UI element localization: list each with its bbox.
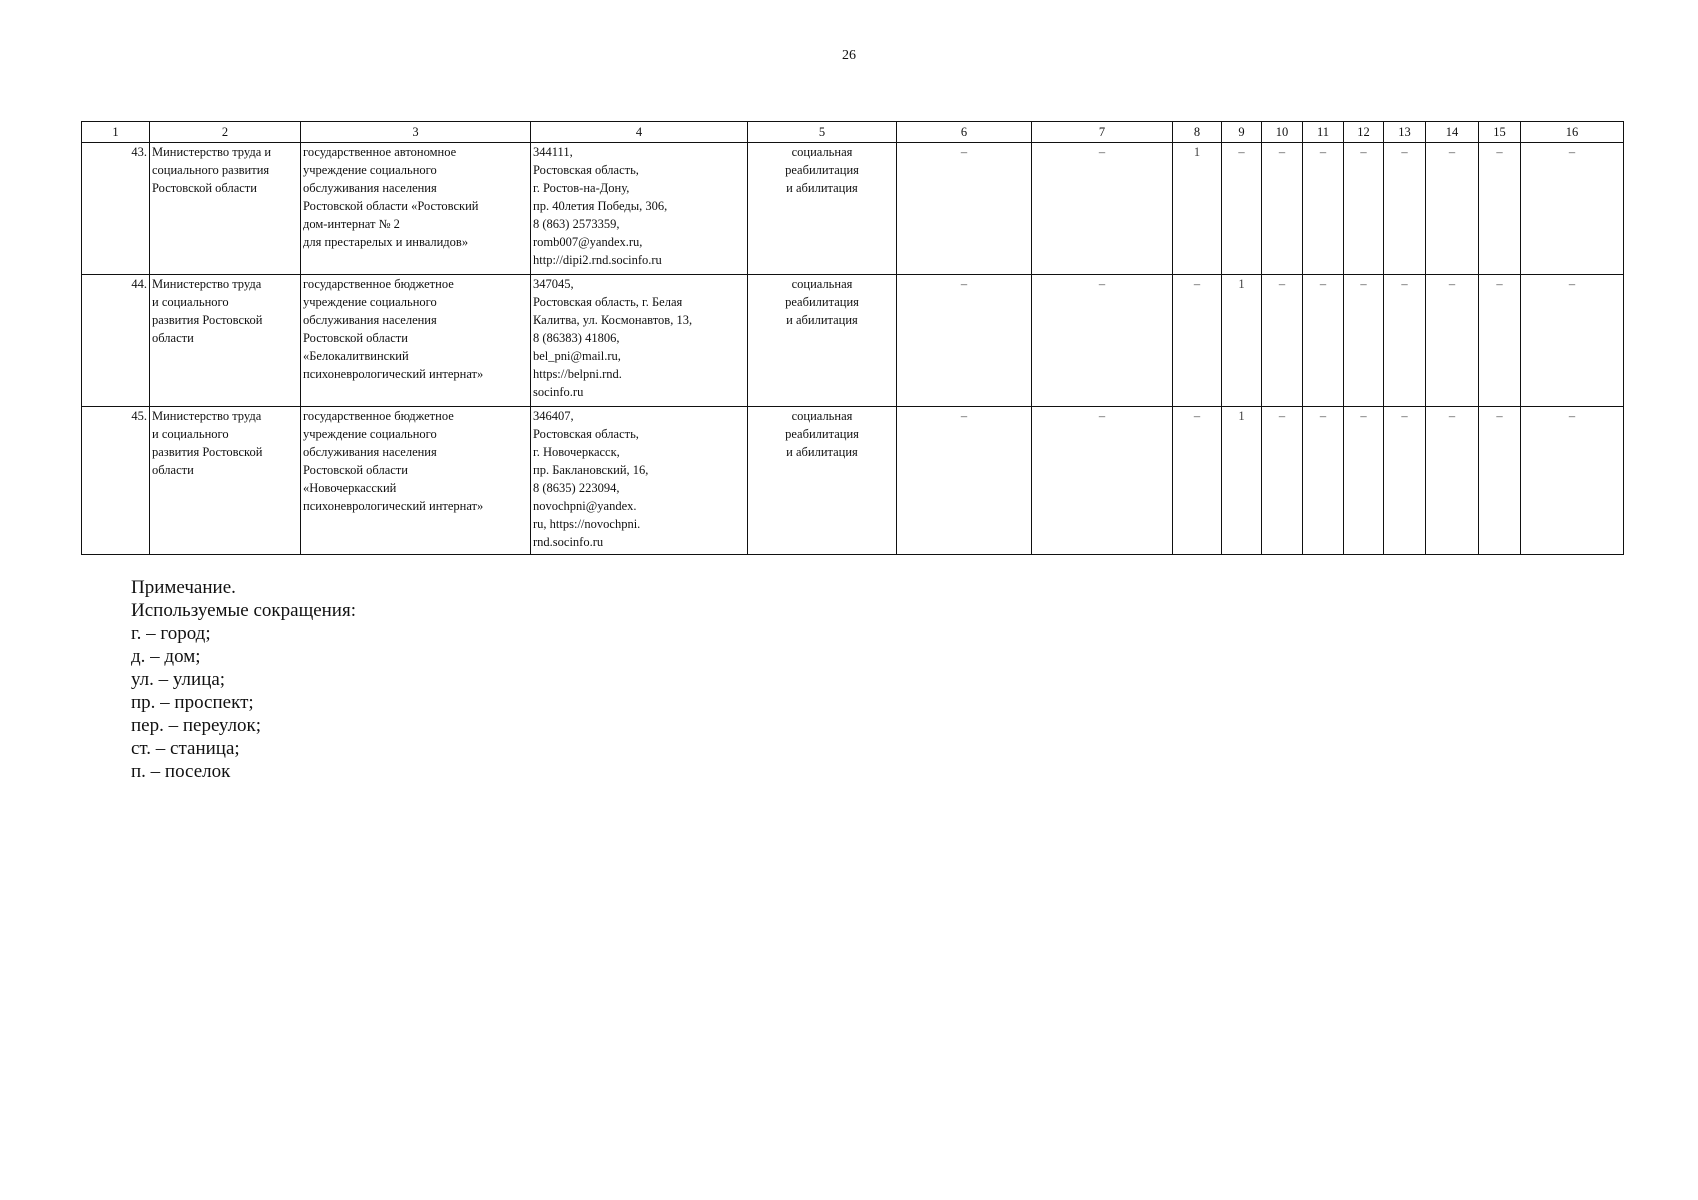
column-header: 4	[531, 122, 748, 143]
value-cell: –	[897, 143, 1032, 275]
value-cell: –	[1426, 275, 1479, 407]
note-subtitle: Используемые сокращения:	[131, 600, 356, 621]
address-cell: 347045, Ростовская область, г. Белая Калитва, ул. Космонавтов, 13, 8 (86383) 41806, bel_pni@mail.ru, https://belpni.rnd. socinfo.ru	[531, 275, 748, 407]
value-cell: –	[1173, 407, 1222, 555]
value-cell: –	[1426, 143, 1479, 275]
value-cell: –	[897, 407, 1032, 555]
institution-cell: государственное бюджетное учреждение социального обслуживания населения Ростовской области «Белокалитвинский психоневрологический интернат»	[301, 275, 531, 407]
ministry-cell: Министерство труда и социального развития Ростовской области	[150, 275, 301, 407]
value-cell: –	[1262, 275, 1303, 407]
column-header: 16	[1521, 122, 1624, 143]
column-header: 14	[1426, 122, 1479, 143]
row-number: 44.	[82, 275, 150, 407]
column-header: 6	[897, 122, 1032, 143]
value-cell: –	[1521, 407, 1624, 555]
institution-cell: государственное бюджетное учреждение социального обслуживания населения Ростовской области «Новочеркасский психоневрологический интернат»	[301, 407, 531, 555]
column-header: 8	[1173, 122, 1222, 143]
column-header: 13	[1384, 122, 1426, 143]
ministry-cell: Министерство труда и социального развития Ростовской области	[150, 143, 301, 275]
service-type-cell: социальная реабилитация и абилитация	[748, 275, 897, 407]
abbreviation-item: ст. – станица;	[131, 738, 240, 759]
row-number: 45.	[82, 407, 150, 555]
value-cell: –	[1303, 143, 1344, 275]
table-row	[82, 275, 1624, 407]
value-cell: –	[1521, 275, 1624, 407]
column-header: 9	[1222, 122, 1262, 143]
row-number: 43.	[82, 143, 150, 275]
note-title: Примечание.	[131, 577, 236, 598]
header-row	[82, 122, 1624, 143]
column-header: 1	[82, 122, 150, 143]
table-row	[82, 407, 1624, 555]
value-cell: –	[1384, 275, 1426, 407]
value-cell: –	[1521, 143, 1624, 275]
value-cell: –	[1222, 143, 1262, 275]
column-header: 2	[150, 122, 301, 143]
column-header: 12	[1344, 122, 1384, 143]
column-header: 11	[1303, 122, 1344, 143]
column-header: 10	[1262, 122, 1303, 143]
table-row	[82, 143, 1624, 275]
address-cell: 346407, Ростовская область, г. Новочеркасск, пр. Баклановский, 16, 8 (8635) 223094, novochpni@yandex. ru, https://novochpni. rnd.socinfo.ru	[531, 407, 748, 555]
value-cell: –	[897, 275, 1032, 407]
value-cell: –	[1032, 275, 1173, 407]
abbreviation-item: пер. – переулок;	[131, 715, 262, 736]
abbreviation-item: п. – поселок	[131, 761, 231, 782]
value-cell: 1	[1222, 407, 1262, 555]
abbreviations-note	[131, 576, 356, 783]
abbreviation-item: ул. – улица;	[131, 669, 226, 690]
value-cell: –	[1173, 275, 1222, 407]
value-cell: –	[1479, 407, 1521, 555]
institution-cell: государственное автономное учреждение социального обслуживания населения Ростовской области «Ростовский дом-интернат № 2 для престарелых и инвалидов»	[301, 143, 531, 275]
value-cell: –	[1303, 407, 1344, 555]
value-cell: –	[1426, 407, 1479, 555]
value-cell: –	[1262, 143, 1303, 275]
value-cell: 1	[1173, 143, 1222, 275]
service-type-cell: социальная реабилитация и абилитация	[748, 143, 897, 275]
abbreviation-item: д. – дом;	[131, 646, 201, 667]
value-cell: –	[1262, 407, 1303, 555]
ministry-cell: Министерство труда и социального развития Ростовской области	[150, 407, 301, 555]
institutions-table	[81, 121, 1624, 555]
value-cell: –	[1303, 275, 1344, 407]
value-cell: –	[1032, 143, 1173, 275]
column-header: 5	[748, 122, 897, 143]
address-cell: 344111, Ростовская область, г. Ростов-на-Дону, пр. 40летия Победы, 306, 8 (863) 2573359, romb007@yandex.ru, http://dipi2.rnd.socinfo.ru	[531, 143, 748, 275]
value-cell: –	[1479, 275, 1521, 407]
column-header: 7	[1032, 122, 1173, 143]
value-cell: 1	[1222, 275, 1262, 407]
value-cell: –	[1384, 143, 1426, 275]
value-cell: –	[1344, 407, 1384, 555]
value-cell: –	[1032, 407, 1173, 555]
value-cell: –	[1479, 143, 1521, 275]
value-cell: –	[1384, 407, 1426, 555]
abbreviation-item: пр. – проспект;	[131, 692, 254, 713]
column-header: 15	[1479, 122, 1521, 143]
value-cell: –	[1344, 275, 1384, 407]
abbreviation-item: г. – город;	[131, 623, 211, 644]
page-number: 26	[842, 48, 856, 63]
service-type-cell: социальная реабилитация и абилитация	[748, 407, 897, 555]
value-cell: –	[1344, 143, 1384, 275]
column-header: 3	[301, 122, 531, 143]
